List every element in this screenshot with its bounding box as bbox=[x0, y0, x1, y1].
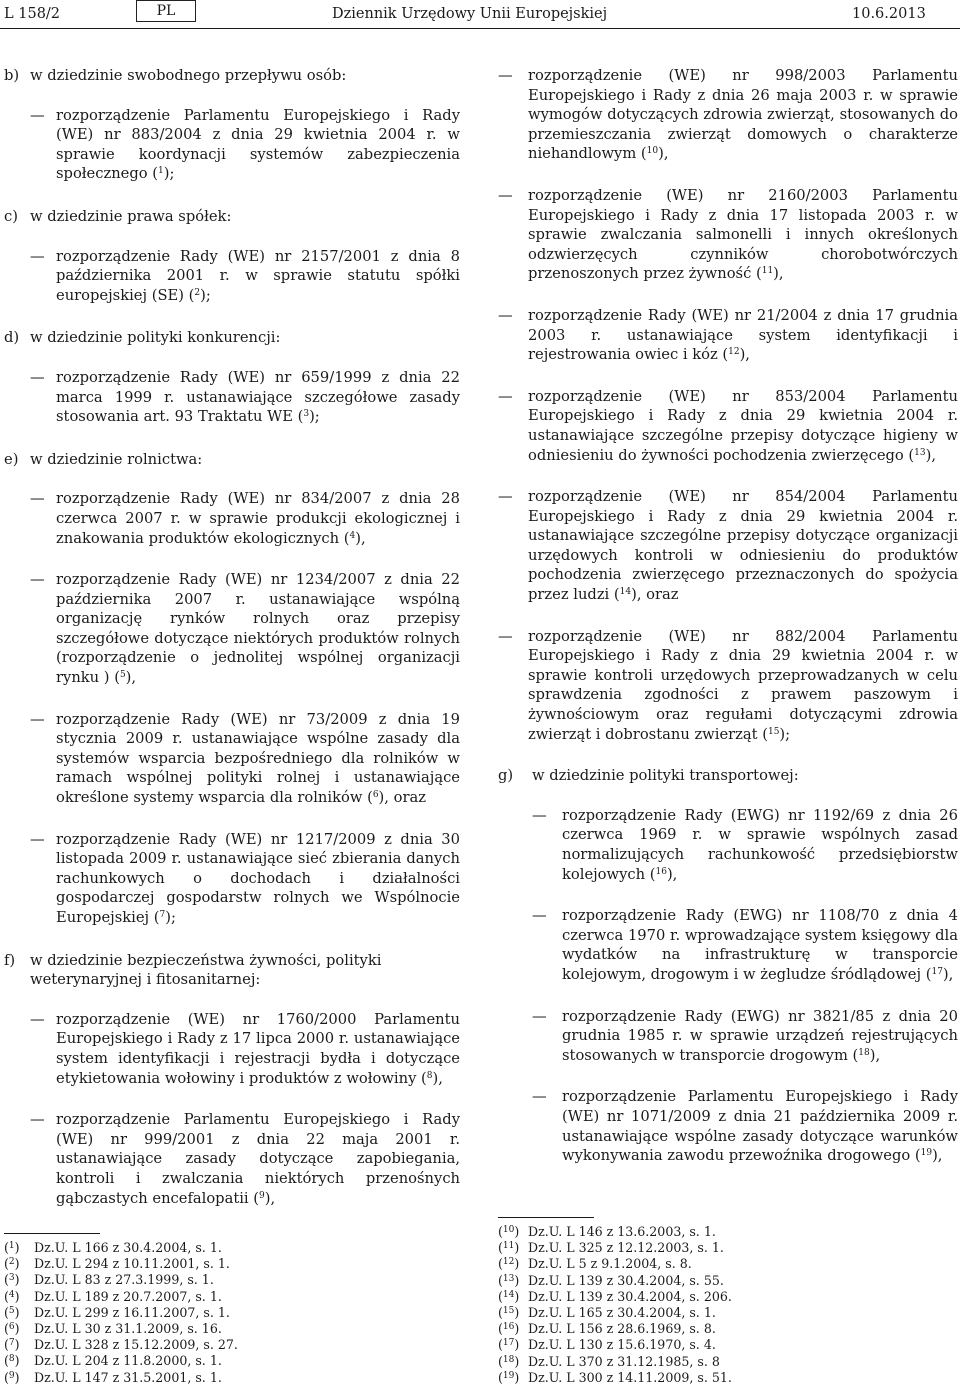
regulation-tail: ); bbox=[200, 286, 211, 304]
section-heading bbox=[4, 328, 460, 348]
footnote bbox=[498, 1337, 732, 1353]
dash-marker: — bbox=[532, 1007, 547, 1025]
regulation-text: rozporządzenie (WE) nr 882/2004 Parlamentu Europejskiego i Rady z dnia 29 kwietnia 2004 r. w sprawie kontroli urzędowych przeprowadzanych w celu sprawdzenia zgodności z prawem paszowym i żywnościowym oraz regułami dotyczącymi zdrowia zwierząt i dobrostanu zwierząt ( bbox=[528, 627, 958, 743]
footnote bbox=[498, 1321, 732, 1337]
regulation-tail: ), bbox=[666, 865, 678, 883]
footnote bbox=[498, 1273, 732, 1289]
regulation-text: rozporządzenie Parlamentu Europejskiego i Rady (WE) nr 1071/2009 z dnia 21 października 2009 r. ustanawiające wspólne zasady dotyczące warunków wykonywania zawodu przewoźnika drogowego ( bbox=[562, 1088, 958, 1165]
footnote-text: Dz.U. L 130 z 15.6.1970, s. 4. bbox=[528, 1337, 716, 1353]
footnote bbox=[498, 1354, 732, 1370]
regulation-text: rozporządzenie (WE) nr 853/2004 Parlamentu Europejskiego i Rady z dnia 29 kwietnia 2004 r. ustanawiające szczególne przepisy dotyczące higieny w odniesieniu do żywności pochodzenia zwierzęcego ( bbox=[528, 387, 958, 464]
regulation-text: rozporządzenie Rady (EWG) nr 1108/70 z dnia 4 czerwca 1970 r. wprowadzające system księgowy dla wydatków na infrastrukturę w transporcie kolejowym, drogowym i w żegludze śródlądowej ( bbox=[562, 907, 958, 983]
footnote-number-value: 2 bbox=[8, 1257, 15, 1268]
footnote-ref: 8 bbox=[426, 1070, 433, 1081]
dash-marker: — bbox=[30, 1010, 45, 1028]
language-badge: PL bbox=[136, 0, 196, 22]
footnote-text: Dz.U. L 189 z 20.7.2007, s. 1. bbox=[34, 1288, 222, 1304]
regulation-text: rozporządzenie Parlamentu Europejskiego i Rady (WE) nr 883/2004 z dnia 29 kwietnia 2004 r. w sprawie koordynacji systemów zabezpieczenia społecznego ( bbox=[56, 106, 460, 183]
footnote-ref: 18 bbox=[858, 1047, 870, 1058]
footnote bbox=[498, 1305, 732, 1321]
footnote-number: ($^{13}$) bbox=[498, 1272, 520, 1288]
dash-marker: — bbox=[30, 571, 45, 589]
regulation-tail: ); bbox=[165, 909, 176, 926]
footnote-number: ($^7$) bbox=[4, 1337, 20, 1353]
dash-marker: — bbox=[532, 907, 547, 925]
regulation-tail: ); bbox=[309, 408, 320, 426]
footnote bbox=[498, 1256, 732, 1272]
regulation-tail: ), oraz bbox=[631, 586, 679, 604]
footnote-ref: 5 bbox=[119, 670, 126, 681]
footnote-ref: 13 bbox=[914, 447, 926, 458]
footnote-number: ($^3$) bbox=[4, 1272, 20, 1288]
footnote-ref: 15 bbox=[767, 726, 780, 737]
footnote-ref: 1 bbox=[158, 166, 164, 177]
section-heading bbox=[4, 207, 460, 227]
footnote-text: Dz.U. L 147 z 31.5.2001, s. 1. bbox=[34, 1369, 222, 1385]
section-title: w dziedzinie swobodnego przepływu osób: bbox=[30, 67, 347, 84]
section-letter: b) bbox=[4, 67, 20, 84]
footnote-ref: 19 bbox=[920, 1148, 933, 1159]
footnote bbox=[4, 1370, 238, 1386]
footnote-text: Dz.U. L 300 z 14.11.2009, s. 51. bbox=[528, 1369, 732, 1385]
dash-marker: — bbox=[498, 627, 513, 645]
regulation-tail: ), bbox=[739, 346, 750, 364]
section-title: w dziedzinie bezpieczeństwa żywności, polityki weterynaryjnej i fitosanitarnej: bbox=[30, 951, 382, 989]
footnote-number: ($^{12}$) bbox=[498, 1256, 520, 1272]
footnote-number-value: 9 bbox=[8, 1370, 15, 1381]
section-title: w dziedzinie polityki transportowej: bbox=[532, 767, 799, 785]
regulation-entry bbox=[498, 186, 958, 284]
dash-marker: — bbox=[30, 490, 45, 508]
footnote-number-value: 10 bbox=[502, 1225, 515, 1235]
section-letter: g) bbox=[498, 767, 514, 785]
regulation-tail: ), bbox=[355, 529, 366, 547]
journal-title: Dziennik Urzędowy Unii Europejskiej bbox=[332, 6, 608, 22]
footnote-text: Dz.U. L 328 z 15.12.2009, s. 27. bbox=[34, 1337, 238, 1353]
regulation-entry bbox=[498, 806, 958, 884]
footnote bbox=[498, 1224, 732, 1240]
footnote-text: Dz.U. L 166 z 30.4.2004, s. 1. bbox=[34, 1240, 222, 1255]
section-letter: d) bbox=[4, 329, 20, 347]
dash-marker: — bbox=[30, 830, 45, 848]
regulation-entry bbox=[498, 66, 958, 164]
regulation-entry bbox=[4, 368, 460, 427]
regulation-tail: ), bbox=[658, 145, 669, 163]
footnote-ref: 17 bbox=[931, 966, 943, 977]
footnote-ref: 11 bbox=[761, 266, 774, 277]
regulation-entry bbox=[4, 830, 460, 928]
footnote-number-value: 12 bbox=[502, 1257, 515, 1268]
footnote-number: ($^{14}$) bbox=[498, 1288, 520, 1304]
footnote-number-value: 19 bbox=[502, 1370, 515, 1381]
footnote bbox=[4, 1240, 238, 1256]
regulation-tail: ), oraz bbox=[378, 789, 426, 807]
footnote-text: Dz.U. L 299 z 16.11.2007, s. 1. bbox=[34, 1304, 230, 1320]
regulation-entry bbox=[498, 306, 958, 365]
issue-date: 10.6.2013 bbox=[852, 6, 926, 22]
dash-marker: — bbox=[30, 106, 45, 124]
dash-marker: — bbox=[30, 247, 45, 265]
right-column bbox=[498, 66, 958, 1189]
footnote-text: Dz.U. L 83 z 27.3.1999, s. 1. bbox=[34, 1272, 214, 1288]
section-title: w dziedzinie prawa spółek: bbox=[30, 207, 232, 225]
footnote bbox=[4, 1272, 238, 1288]
regulation-text: rozporządzenie Rady (EWG) nr 3821/85 z dnia 20 grudnia 1985 r. w sprawie urządzeń rejestrujących stosowanych w transporcie drogowym ( bbox=[562, 1007, 958, 1064]
left-column bbox=[4, 66, 460, 1231]
regulation-entry bbox=[4, 106, 460, 184]
section-item bbox=[4, 328, 460, 426]
regulation-entry bbox=[4, 570, 460, 688]
regulation-entry bbox=[4, 1110, 460, 1208]
footnote bbox=[4, 1337, 238, 1353]
footnote bbox=[4, 1305, 238, 1321]
footnote-ref: 12 bbox=[728, 347, 740, 358]
page-number: L 158/2 bbox=[4, 6, 61, 22]
footnote-text: Dz.U. L 139 z 30.4.2004, s. 206. bbox=[528, 1288, 732, 1304]
footnote-number-value: 7 bbox=[8, 1338, 15, 1349]
footnote-number-value: 8 bbox=[8, 1354, 15, 1365]
footnotes-right bbox=[498, 1224, 732, 1386]
footnote bbox=[4, 1353, 238, 1369]
footnote-number: ($^2$) bbox=[4, 1256, 20, 1272]
footnote-ref: 7 bbox=[159, 910, 166, 920]
regulation-tail: ), bbox=[125, 669, 137, 687]
section-title: w dziedzinie polityki konkurencji: bbox=[30, 329, 281, 347]
regulation-tail: ), bbox=[942, 965, 954, 983]
footnotes-left bbox=[4, 1240, 238, 1386]
footnote-text: Dz.U. L 165 z 30.4.2004, s. 1. bbox=[528, 1305, 716, 1321]
dash-marker: — bbox=[30, 368, 45, 386]
regulation-tail: ), bbox=[773, 265, 784, 283]
regulation-entry bbox=[498, 387, 958, 465]
regulation-entry bbox=[498, 906, 958, 984]
dash-marker: — bbox=[498, 488, 513, 506]
footnote-number: ($^{16}$) bbox=[498, 1321, 520, 1337]
footnote-number-value: 5 bbox=[8, 1305, 15, 1316]
footnote-ref: 2 bbox=[194, 287, 201, 298]
footnote-ref: 9 bbox=[259, 1190, 265, 1201]
regulation-entry bbox=[498, 627, 958, 745]
footnote-number-value: 14 bbox=[502, 1289, 515, 1300]
regulation-entry bbox=[4, 489, 460, 548]
dash-marker: — bbox=[30, 1111, 45, 1129]
regulation-text: rozporządzenie Rady (WE) nr 834/2007 z dnia 28 czerwca 2007 r. w sprawie produkcji ekologicznej i znakowania produktów ekologicznych ( bbox=[56, 490, 460, 547]
dash-marker: — bbox=[498, 186, 513, 204]
regulation-text: rozporządzenie (WE) nr 854/2004 Parlamentu Europejskiego i Rady z dnia 29 kwietnia 2004 r. ustanawiające szczególne przepisy dotyczące organizacji urzędowych kontroli w odniesieniu do produktów pochodzenia zwierzęcego przeznaczonych do spożycia przez ludzi ( bbox=[528, 488, 958, 604]
section-item bbox=[4, 66, 460, 184]
regulation-tail: ), bbox=[432, 1069, 443, 1087]
section-heading bbox=[4, 951, 460, 990]
dash-marker: — bbox=[532, 806, 547, 824]
footnote-number-value: 18 bbox=[502, 1354, 515, 1365]
regulation-text: rozporządzenie Parlamentu Europejskiego i Rady (WE) nr 999/2001 z dnia 22 maja 2001 r. ustanawiające zasady dotyczące zapobiegania, kontroli i zwalczania niektórych przenośnych gąbczastych encefalopatii ( bbox=[56, 1111, 460, 1207]
regulation-text: rozporządzenie Rady (WE) nr 21/2004 z dnia 17 grudnia 2003 r. ustanawiające system identyfikacji i rejestrowania owiec i kóz ( bbox=[528, 306, 958, 364]
footnote-number: ($^{10}$) bbox=[498, 1224, 520, 1239]
footnote-number-value: 15 bbox=[502, 1306, 515, 1317]
footnote-text: Dz.U. L 30 z 31.1.2009, s. 16. bbox=[34, 1321, 222, 1337]
footnote-text: Dz.U. L 294 z 10.11.2001, s. 1. bbox=[34, 1256, 230, 1272]
footnote-text: Dz.U. L 156 z 28.6.1969, s. 8. bbox=[528, 1321, 716, 1337]
footnote-text: Dz.U. L 204 z 11.8.2000, s. 1. bbox=[34, 1353, 222, 1369]
section-item bbox=[498, 766, 958, 1166]
regulation-text: rozporządzenie Rady (EWG) nr 1192/69 z dnia 26 czerwca 1969 r. w sprawie wspólnych zasad normalizujących rachunkowość przedsiębiorstw kolejowych ( bbox=[562, 806, 958, 883]
regulation-tail: ), bbox=[925, 446, 937, 464]
header-rule bbox=[0, 28, 960, 29]
section-heading bbox=[498, 766, 958, 786]
section-letter: f) bbox=[4, 951, 16, 969]
regulation-entry bbox=[4, 710, 460, 808]
footnote bbox=[498, 1370, 732, 1386]
footnote-number: ($^{19}$) bbox=[498, 1369, 520, 1385]
section-heading bbox=[4, 450, 460, 470]
footnote-number: ($^5$) bbox=[4, 1304, 20, 1320]
footnote-number-value: 6 bbox=[8, 1322, 15, 1333]
regulation-text: rozporządzenie Rady (WE) nr 1217/2009 z dnia 30 listopada 2009 r. ustanawiające sieć zbierania danych rachunkowych o dochodach i działalności gospodarczej gospodarstw rolnych we Wspólnocie Europejskiej ( bbox=[56, 830, 460, 926]
dash-marker: — bbox=[532, 1088, 547, 1106]
footnote-number-value: 17 bbox=[502, 1338, 515, 1349]
footnote-text: Dz.U. L 139 z 30.4.2004, s. 55. bbox=[528, 1272, 724, 1288]
footnote-ref: 14 bbox=[619, 587, 632, 598]
footnote-number-value: 4 bbox=[8, 1289, 15, 1300]
regulation-tail: ); bbox=[779, 725, 791, 743]
section-letter: e) bbox=[4, 450, 19, 468]
footnote-number: ($^6$) bbox=[4, 1321, 20, 1337]
footnote-number-value: 3 bbox=[8, 1273, 15, 1284]
regulation-tail: ), bbox=[932, 1147, 943, 1165]
footnote bbox=[4, 1289, 238, 1305]
regulation-text: rozporządzenie Rady (WE) nr 73/2009 z dnia 19 stycznia 2009 r. ustanawiające wspólne zasady dla systemów wsparcia bezpośredniego dla rolników w ramach wspólnej polityki rolnej i ustanawiające określone systemy wsparcia dla rolników ( bbox=[56, 710, 460, 807]
footnote-number-value: 13 bbox=[502, 1273, 515, 1284]
footnote-text: Dz.U. L 146 z 13.6.2003, s. 1. bbox=[528, 1224, 716, 1239]
footnote-number: ($^{17}$) bbox=[498, 1337, 520, 1353]
section-item bbox=[4, 450, 460, 928]
footnote-number-value: 1 bbox=[8, 1241, 15, 1251]
regulation-entry bbox=[498, 1007, 958, 1066]
section-letter: c) bbox=[4, 207, 18, 225]
regulation-text: rozporządzenie Rady (WE) nr 1234/2007 z dnia 22 października 2007 r. ustanawiające wspólną organizację rynków rolnych oraz przepisy szczegółowe dotyczące niektórych produktów rolnych (rozporządzenie o jednolitej wspólnej organizacji rynku ) ( bbox=[56, 571, 460, 687]
regulation-text: rozporządzenie Rady (WE) nr 2157/2001 z dnia 8 października 2001 r. w sprawie statutu spółki europejskiej (SE) ( bbox=[56, 247, 460, 304]
footnote-ref: 6 bbox=[372, 790, 379, 801]
regulation-entry bbox=[498, 1087, 958, 1165]
footnote-text: Dz.U. L 5 z 9.1.2004, s. 8. bbox=[528, 1256, 692, 1272]
footnote-text: Dz.U. L 370 z 31.12.1985, s. 8 bbox=[528, 1353, 720, 1369]
section-heading bbox=[4, 66, 460, 86]
dash-marker: — bbox=[498, 387, 513, 405]
footnote-number: ($^4$) bbox=[4, 1288, 20, 1304]
regulation-entry bbox=[4, 247, 460, 306]
footnote-number: ($^{18}$) bbox=[498, 1353, 520, 1369]
footnote-number: ($^8$) bbox=[4, 1353, 20, 1369]
section-item bbox=[4, 951, 460, 1209]
page-header bbox=[0, 0, 960, 30]
footnote-number-value: 16 bbox=[502, 1322, 515, 1333]
footnote bbox=[498, 1289, 732, 1305]
footnote-rule-right bbox=[498, 1217, 594, 1218]
section-title: w dziedzinie rolnictwa: bbox=[30, 450, 203, 468]
footnote-number: ($^9$) bbox=[4, 1369, 20, 1385]
regulation-tail: ), bbox=[264, 1189, 276, 1207]
footnote-number: ($^1$) bbox=[4, 1240, 20, 1255]
footnote bbox=[498, 1240, 732, 1256]
footnote-number: ($^{15}$) bbox=[498, 1305, 520, 1321]
footnote-text: Dz.U. L 325 z 12.12.2003, s. 1. bbox=[528, 1240, 724, 1256]
regulation-text: rozporządzenie Rady (WE) nr 659/1999 z dnia 22 marca 1999 r. ustanawiające szczegółowe zasady stosowania art. 93 Traktatu WE ( bbox=[56, 368, 460, 426]
footnote-ref: 4 bbox=[349, 530, 356, 541]
regulation-entry bbox=[4, 1010, 460, 1088]
dash-marker: — bbox=[498, 306, 513, 324]
footnote-number-value: 11 bbox=[502, 1241, 515, 1252]
regulation-text: rozporządzenie (WE) nr 998/2003 Parlamentu Europejskiego i Rady z dnia 26 maja 2003 r. w sprawie wymogów dotyczących zdrowia zwierząt, stosowanych do przemieszczania zwierząt domowych o charakterze niehandlowym ( bbox=[528, 67, 958, 163]
regulation-tail: ); bbox=[163, 165, 175, 183]
regulation-text: rozporządzenie (WE) nr 1760/2000 Parlamentu Europejskiego i Rady z 17 lipca 2000 r. ustanawiające system identyfikacji i rejestracji bydła i dotyczące etykietowania wołowiny i produktów z wołowiny ( bbox=[56, 1010, 460, 1087]
footnote-rule-left bbox=[4, 1233, 100, 1234]
regulation-text: rozporządzenie (WE) nr 2160/2003 Parlamentu Europejskiego i Rady z dnia 17 listopada 2003 r. w sprawie zwalczania salmonelli i innych określonych odzwierzęcych czynników chorobotwórczych przenoszonych przez żywność ( bbox=[528, 186, 958, 283]
dash-marker: — bbox=[498, 67, 513, 84]
footnote bbox=[4, 1256, 238, 1272]
regulation-tail: ), bbox=[869, 1046, 881, 1064]
footnote-ref: 10 bbox=[646, 146, 659, 157]
footnote-number: ($^{11}$) bbox=[498, 1240, 520, 1256]
footnote-ref: 3 bbox=[303, 409, 310, 420]
section-item bbox=[4, 207, 460, 305]
regulation-entry bbox=[498, 487, 958, 605]
dash-marker: — bbox=[30, 710, 45, 728]
footnote-ref: 16 bbox=[655, 866, 667, 877]
footnote bbox=[4, 1321, 238, 1337]
